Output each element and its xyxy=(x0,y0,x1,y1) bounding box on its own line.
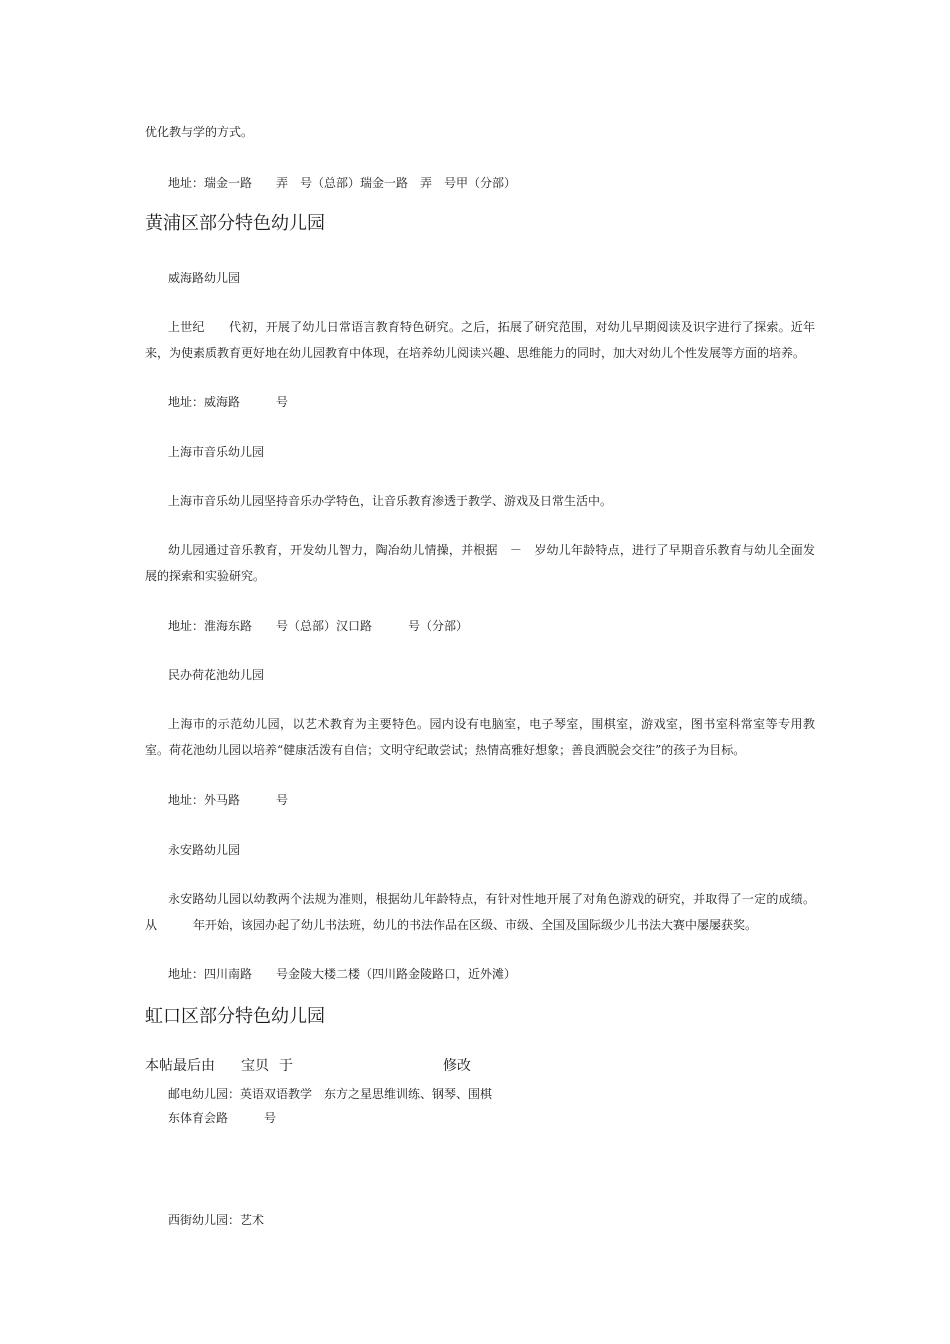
edit-note-suffix: 修改 xyxy=(443,1058,471,1074)
edit-note-prefix: 本帖最后由 xyxy=(145,1058,215,1074)
edit-note-yu: 于 xyxy=(279,1058,293,1074)
edit-note-user[interactable]: 宝贝 xyxy=(241,1058,269,1074)
kindergarten-name-music: 上海市音乐幼儿园 xyxy=(168,445,265,459)
kindergarten-name-yongan: 永安路幼儿园 xyxy=(168,843,241,857)
paragraph-fragment: 优化教与学的方式。 xyxy=(145,125,254,139)
section-heading-huangpu: 黄浦区部分特色幼儿园 xyxy=(145,213,325,234)
address-music: 地址：淮海东路 号（总部）汉口路 号（分部） xyxy=(168,619,469,633)
kindergarten-desc-hehuachi: 上海市的示范幼儿园，以艺术教育为主要特色。园内设有电脑室，电子琴室，围棋室，游戏室，图书室科常室等专用教室。荷花池幼儿园以培养“健康活泼有自信；文明守纪敢尝试；热情高雅好想象；善良洒脱会交往”的孩子为目标。 xyxy=(145,717,815,757)
kindergarten-desc-music-1: 上海市音乐幼儿园坚持音乐办学特色，让音乐教育渗透于教学、游戏及日常生活中。 xyxy=(168,494,613,508)
kindergarten-desc-music-2: 幼儿园通过音乐教育，开发幼儿智力，陶冶幼儿情操，并根据 － 岁幼儿年龄特点，进行了早期音乐教育与幼儿全面发展的探索和实验研究。 xyxy=(145,543,815,583)
section-heading-hongkou: 虹口区部分特色幼儿园 xyxy=(145,1006,325,1027)
post-edit-note xyxy=(145,1057,485,1075)
kindergarten-xijie: 西街幼儿园：艺术 xyxy=(168,1213,265,1227)
address-yongan: 地址：四川南路 号金陵大楼二楼（四川路金陵路口，近外滩） xyxy=(168,967,517,981)
kindergarten-youdian: 邮电幼儿园：英语双语教学 东方之星思维训练、钢琴、围棋 xyxy=(168,1087,493,1101)
kindergarten-desc-yongan: 永安路幼儿园以幼教两个法规为准则，根据幼儿年龄特点，有针对性地开展了对角色游戏的研究，并取得了一定的成绩。从 年开始，该园办起了幼儿书法班，幼儿的书法作品在区级、市级、全国及国际级少儿书法大赛中屡屡获奖。 xyxy=(145,892,815,932)
address-youdian: 东体育会路 号 xyxy=(168,1111,277,1125)
kindergarten-name-weihai: 威海路幼儿园 xyxy=(168,271,241,285)
kindergarten-desc-weihai: 上世纪 代初，开展了幼儿日常语言教育特色研究。之后，拓展了研究范围，对幼儿早期阅读及识字进行了探索。近年来，为使素质教育更好地在幼儿园教育中体现，在培养幼儿阅读兴趣、思维能力的同时，加大对幼儿个性发展等方面的培养。 xyxy=(145,320,815,360)
address-weihai: 地址：威海路 号 xyxy=(168,395,289,409)
address-ruijin: 地址：瑞金一路 弄 号（总部）瑞金一路 弄 号甲（分部） xyxy=(168,176,517,190)
kindergarten-name-hehuachi: 民办荷花池幼儿园 xyxy=(168,668,265,682)
address-hehuachi: 地址：外马路 号 xyxy=(168,793,289,807)
